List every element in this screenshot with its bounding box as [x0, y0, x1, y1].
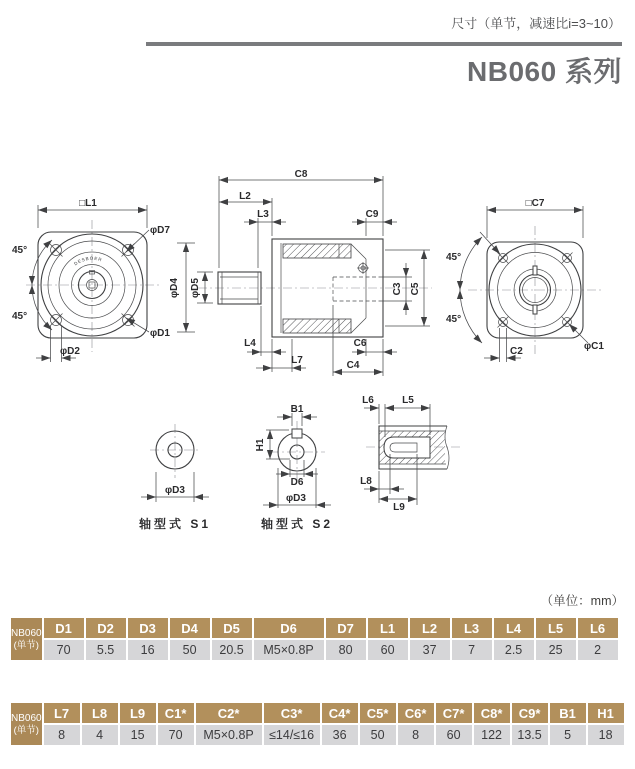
col-header: C6* — [398, 703, 434, 723]
dimension-table-secondary — [9, 701, 626, 747]
col-header: D5 — [212, 618, 252, 638]
shaft-end-section — [360, 395, 460, 513]
page-subtitle: 尺寸（单节，减速比i=3~10） — [451, 16, 621, 31]
col-header: D3 — [128, 618, 168, 638]
dim-label-h1: H1 — [255, 438, 266, 452]
col-value: 36 — [322, 725, 358, 745]
shaft-s2-caption: 轴型式 S2 — [260, 517, 334, 531]
table-row-label: NB060 (单节) — [11, 703, 42, 745]
col-value: 37 — [410, 640, 450, 660]
col-header: D1 — [44, 618, 84, 638]
col-value: 16 — [128, 640, 168, 660]
col-header: C9* — [512, 703, 548, 723]
col-header: L5 — [536, 618, 576, 638]
dim-label-angle-bottom: 45° — [446, 314, 462, 325]
col-header: L1 — [368, 618, 408, 638]
col-value: 70 — [158, 725, 194, 745]
col-header: H1 — [588, 703, 624, 723]
col-value: 2 — [578, 640, 618, 660]
dim-label-angle-top: 45° — [12, 245, 28, 256]
col-value: 5.5 — [86, 640, 126, 660]
page-title: NB060 系列 — [467, 56, 622, 87]
col-value: 25 — [536, 640, 576, 660]
dim-label-l9: L9 — [393, 502, 405, 513]
col-value: M5×0.8P — [196, 725, 262, 745]
dim-label-c8: C8 — [294, 169, 308, 180]
side-view — [169, 169, 432, 376]
dim-label-c6: C6 — [353, 338, 367, 349]
dim-label-d3: φD3 — [286, 493, 306, 504]
brand-text: DESBOER — [73, 255, 104, 267]
col-value: ≤14/≤16 — [264, 725, 320, 745]
col-header: B1 — [550, 703, 586, 723]
col-value: 5 — [550, 725, 586, 745]
col-header: C4* — [322, 703, 358, 723]
dim-label-d6: D6 — [290, 477, 304, 488]
dim-label-l6: L6 — [362, 395, 374, 406]
col-header: C5* — [360, 703, 396, 723]
col-value: 80 — [326, 640, 366, 660]
rear-view — [446, 198, 604, 362]
dim-label-c9: C9 — [365, 209, 379, 220]
col-value: 122 — [474, 725, 510, 745]
shaft-type-s1 — [139, 424, 211, 531]
col-header: C3* — [264, 703, 320, 723]
col-header: C2* — [196, 703, 262, 723]
dim-label-d4: φD4 — [169, 278, 180, 298]
dimension-table-primary — [9, 616, 620, 662]
dim-label-d3: φD3 — [165, 485, 185, 496]
dim-label-c2: C2 — [510, 346, 523, 357]
col-header: L2 — [410, 618, 450, 638]
col-value: 8 — [398, 725, 434, 745]
dim-label-l7: L7 — [291, 355, 303, 366]
col-value: 8 — [44, 725, 80, 745]
dim-label-c1: φC1 — [584, 341, 604, 352]
dim-label-d7: φD7 — [150, 225, 170, 236]
dim-label-l8: L8 — [360, 476, 372, 487]
unit-note: （单位：mm） — [540, 594, 624, 608]
col-header: L8 — [82, 703, 118, 723]
col-header: C1* — [158, 703, 194, 723]
col-header: L9 — [120, 703, 156, 723]
col-value: 70 — [44, 640, 84, 660]
dim-label-c7: □C7 — [525, 198, 545, 209]
dim-label-l1: □L1 — [79, 198, 97, 209]
dim-label-d2: φD2 — [60, 346, 80, 357]
col-header: L4 — [494, 618, 534, 638]
col-header: D6 — [254, 618, 324, 638]
shaft-type-s2 — [255, 404, 333, 531]
col-header: L3 — [452, 618, 492, 638]
col-value: 50 — [360, 725, 396, 745]
col-value: 18 — [588, 725, 624, 745]
col-value: 60 — [436, 725, 472, 745]
dim-label-b1: B1 — [290, 404, 304, 415]
dim-label-angle-top: 45° — [446, 252, 462, 263]
dim-label-l5: L5 — [402, 395, 414, 406]
table-row-label: NB060 (单节) — [11, 618, 42, 660]
col-header: C8* — [474, 703, 510, 723]
col-value: 13.5 — [512, 725, 548, 745]
dim-label-d5: φD5 — [190, 278, 201, 298]
col-value: M5×0.8P — [254, 640, 324, 660]
col-header: D7 — [326, 618, 366, 638]
col-header: L6 — [578, 618, 618, 638]
dim-label-c5: C5 — [410, 282, 421, 296]
front-view — [12, 198, 170, 362]
dim-label-l4: L4 — [244, 338, 256, 349]
dim-label-l3: L3 — [257, 209, 269, 220]
col-value: 15 — [120, 725, 156, 745]
col-value: 4 — [82, 725, 118, 745]
col-value: 2.5 — [494, 640, 534, 660]
col-header: D4 — [170, 618, 210, 638]
col-header: L7 — [44, 703, 80, 723]
col-value: 50 — [170, 640, 210, 660]
col-value: 60 — [368, 640, 408, 660]
dim-label-c4: C4 — [346, 360, 360, 371]
col-value: 20.5 — [212, 640, 252, 660]
dim-label-d1: φD1 — [150, 328, 170, 339]
col-header: C7* — [436, 703, 472, 723]
shaft-s1-caption: 轴型式 S1 — [138, 517, 212, 531]
col-value: 7 — [452, 640, 492, 660]
col-header: D2 — [86, 618, 126, 638]
dim-label-c3: C3 — [392, 282, 403, 296]
dim-label-l2: L2 — [239, 191, 251, 202]
dim-label-angle-bottom: 45° — [12, 311, 28, 322]
